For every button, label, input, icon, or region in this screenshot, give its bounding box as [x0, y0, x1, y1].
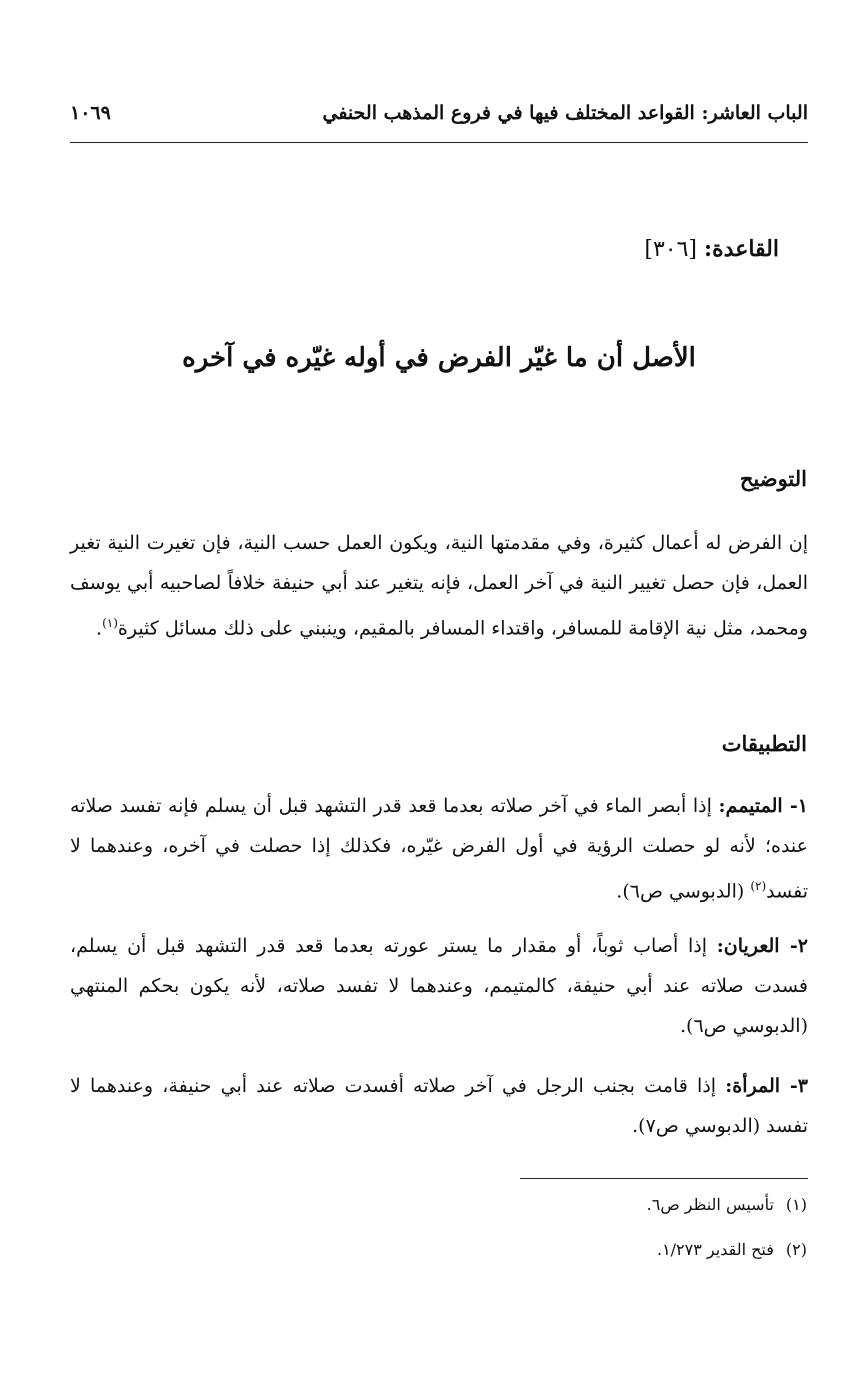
footnote-mark: (١) [785, 1195, 807, 1214]
rule-number: [٣٠٦] [644, 237, 698, 262]
footnote-text: تأسيس النظر ص٦. [646, 1195, 774, 1214]
application-lead: ٢- العريان: [716, 935, 808, 957]
explanation-end: . [96, 617, 103, 640]
application-text: إذا قامت بجنب الرجل في آخر صلاته أفسدت صلاته عند أبي حنيفة، وعندهما لا تفسد (الدبوسي ص٧). [70, 1075, 808, 1137]
application-item [70, 786, 808, 911]
footnote-ref-1[interactable]: (١) [102, 616, 118, 630]
rule-keyword: القاعدة: [704, 236, 779, 262]
application-text: إذا أبصر الماء في آخر صلاته بعدما قعد قدر التشهد قبل أن يسلم فإنه تفسد صلاته عنده؛ لأنه لو حصلت الرؤية في أول الفرض غيّره، فكذلك إذا حصلت في آخره، وعندهما لا تفسد [70, 795, 808, 903]
running-title: الباب العاشر: القواعد المختلف فيها في فروع المذهب الحنفي [322, 102, 808, 124]
rule-title: الأصل أن ما غيّر الفرض في أوله غيّره في آخره [182, 343, 696, 373]
application-text-end: (الدبوسي ص٦). [616, 880, 751, 903]
application-text: إذا أصاب ثوباً، أو مقدار ما يستر عورته بعدما قعد قدر التشهد قبل أن يسلم، فسدت صلاته عند أبي حنيفة، كالمتيمم، وعندهما لا تفسد صلاته، لأنه يكون بحكم المنتهي (الدبوسي ص٦). [70, 935, 808, 1037]
footnote-mark: (٢) [785, 1240, 807, 1259]
application-item [70, 1066, 808, 1146]
explanation-text: إن الفرض له أعمال كثيرة، وفي مقدمتها النية، ويكون العمل حسب النية، فإن تغيرت النية تغير العمل، فإن حصل تغيير النية في آخر العمل، فإنه يتغير عند أبي حنيفة خلافاً لصاحبيه أبي يوسف ومحمد، مثل نية الإقامة للمسافر، واقتداء المسافر بالمقيم، وينبني على ذلك مسائل كثيرة [70, 532, 808, 640]
rule-label [644, 236, 779, 262]
application-lead: ١- المتيمم: [718, 795, 808, 817]
footnote-ref-2[interactable]: (٢) [750, 879, 767, 893]
application-item [70, 926, 808, 1046]
footnote-text: فتح القدير ١/٢٧٣. [656, 1240, 774, 1259]
footnote [657, 1240, 807, 1259]
page-number: ١٠٦٩ [70, 102, 111, 124]
applications-heading: التطبيقات [721, 731, 807, 756]
explanation-heading: التوضيح [739, 466, 807, 491]
application-lead: ٣- المرأة: [725, 1075, 808, 1097]
footnote [647, 1195, 807, 1214]
running-header [70, 102, 808, 143]
explanation-paragraph [70, 523, 808, 648]
footnote-separator [520, 1178, 808, 1179]
